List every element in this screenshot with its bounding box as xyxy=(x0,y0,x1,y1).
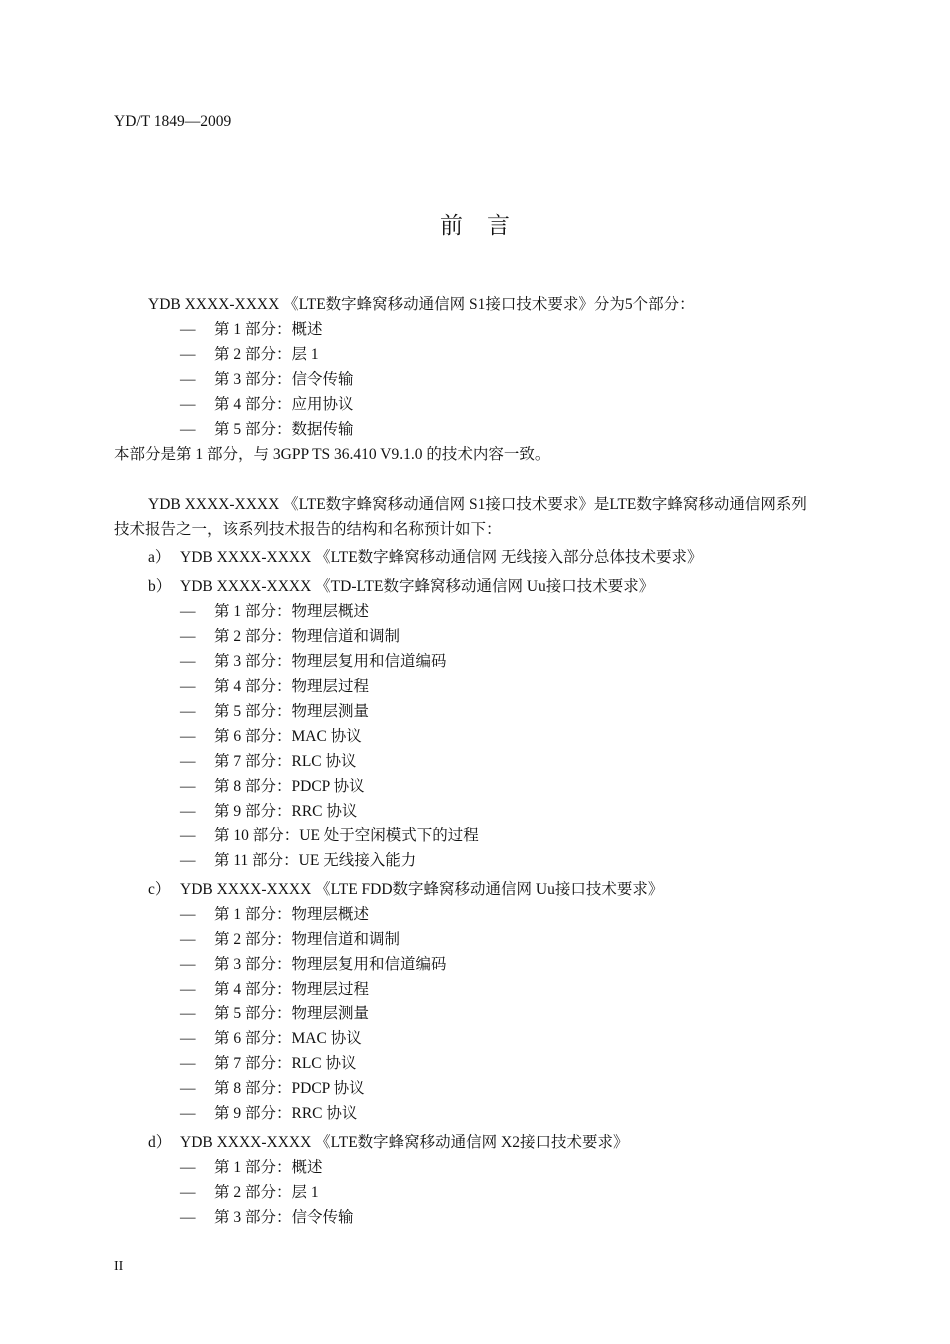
list-item-title: YDB XXXX-XXXX 《TD-LTE数字蜂窝移动通信网 Uu接口技术要求》 xyxy=(180,578,655,595)
sub-part-label: 第 2 部分：层 1 xyxy=(214,1184,319,1201)
list-item-d xyxy=(148,1133,629,1153)
sub-part-label: 第 4 部分：物理层过程 xyxy=(214,981,370,998)
dash-bullet: — xyxy=(180,603,196,620)
dash-bullet: — xyxy=(180,678,196,695)
sub-part-label: 第 8 部分：PDCP 协议 xyxy=(214,1080,365,1097)
dash-bullet: — xyxy=(180,728,196,745)
dash-bullet: — xyxy=(180,827,196,844)
document-code: YD/T 1849—2009 xyxy=(114,113,232,130)
sub-part-label: 第 9 部分：RRC 协议 xyxy=(214,1105,358,1122)
dash-bullet: — xyxy=(180,981,196,998)
dash-bullet: — xyxy=(180,852,196,869)
sub-part-label: 第 2 部分：物理信道和调制 xyxy=(214,628,401,645)
dash-bullet: — xyxy=(180,396,196,413)
list-item-b xyxy=(148,577,654,597)
sub-part-label: 第 3 部分：物理层复用和信道编码 xyxy=(214,653,447,670)
sub-part-item xyxy=(180,1029,362,1049)
list-item-title: YDB XXXX-XXXX 《LTE数字蜂窝移动通信网 无线接入部分总体技术要求》 xyxy=(180,549,703,566)
sub-part-item xyxy=(180,1079,365,1099)
sub-part-label: 第 3 部分：物理层复用和信道编码 xyxy=(214,956,447,973)
intro-part-label: 第 5 部分：数据传输 xyxy=(214,421,354,438)
sub-part-item xyxy=(180,777,365,797)
sub-part-item xyxy=(180,955,447,975)
list-marker: a） xyxy=(148,549,171,566)
list-item-title: YDB XXXX-XXXX 《LTE数字蜂窝移动通信网 X2接口技术要求》 xyxy=(180,1134,629,1151)
dash-bullet: — xyxy=(180,931,196,948)
dash-bullet: — xyxy=(180,778,196,795)
sub-part-item xyxy=(180,1104,357,1124)
dash-bullet: — xyxy=(180,803,196,820)
dash-bullet: — xyxy=(180,1005,196,1022)
intro-part-item xyxy=(180,420,354,440)
sub-part-item xyxy=(180,727,362,747)
sub-part-label: 第 6 部分：MAC 协议 xyxy=(214,728,362,745)
dash-bullet: — xyxy=(180,1055,196,1072)
intro-part-item xyxy=(180,320,323,340)
dash-bullet: — xyxy=(180,1030,196,1047)
dash-bullet: — xyxy=(180,653,196,670)
sub-part-item xyxy=(180,802,357,822)
dash-bullet: — xyxy=(180,1080,196,1097)
list-item-c xyxy=(148,880,663,900)
sub-part-item xyxy=(180,905,369,925)
sub-part-label: 第 7 部分：RLC 协议 xyxy=(214,1055,357,1072)
dash-bullet: — xyxy=(180,1209,196,1226)
sub-part-item xyxy=(180,602,369,622)
intro-part-label: 第 4 部分：应用协议 xyxy=(214,396,354,413)
dash-bullet: — xyxy=(180,628,196,645)
sub-part-item xyxy=(180,702,369,722)
list-marker: b） xyxy=(148,578,172,595)
sub-part-item xyxy=(180,980,369,1000)
intro-part-label: 第 2 部分：层 1 xyxy=(214,346,319,363)
sub-part-label: 第 7 部分：RLC 协议 xyxy=(214,753,357,770)
dash-bullet: — xyxy=(180,421,196,438)
sub-part-label: 第 8 部分：PDCP 协议 xyxy=(214,778,365,795)
intro-paragraph: YDB XXXX-XXXX 《LTE数字蜂窝移动通信网 S1接口技术要求》分为5个部分： xyxy=(148,296,695,313)
page-title: 前言 xyxy=(440,213,534,238)
sub-part-item xyxy=(180,1054,357,1074)
sub-part-label: 第 9 部分：RRC 协议 xyxy=(214,803,358,820)
sub-part-label: 第 10 部分：UE 处于空闲模式下的过程 xyxy=(214,827,479,844)
sub-part-label: 第 6 部分：MAC 协议 xyxy=(214,1030,362,1047)
dash-bullet: — xyxy=(180,346,196,363)
intro-part-item xyxy=(180,395,354,415)
sub-part-label: 第 11 部分：UE 无线接入能力 xyxy=(214,852,417,869)
sub-part-label: 第 5 部分：物理层测量 xyxy=(214,703,370,720)
sub-part-label: 第 5 部分：物理层测量 xyxy=(214,1005,370,1022)
sub-part-label: 第 1 部分：物理层概述 xyxy=(214,906,370,923)
dash-bullet: — xyxy=(180,703,196,720)
series-paragraph-line-1: YDB XXXX-XXXX 《LTE数字蜂窝移动通信网 S1接口技术要求》是LTE数字蜂窝移动通信网系列 xyxy=(148,496,807,513)
dash-bullet: — xyxy=(180,1159,196,1176)
sub-part-item xyxy=(180,1183,319,1203)
dash-bullet: — xyxy=(180,906,196,923)
sub-part-item xyxy=(180,826,479,846)
sub-part-label: 第 3 部分：信令传输 xyxy=(214,1209,354,1226)
list-marker: d） xyxy=(148,1134,172,1151)
intro-part-label: 第 3 部分：信令传输 xyxy=(214,371,354,388)
intro-part-label: 第 1 部分：概述 xyxy=(214,321,323,338)
list-item-title: YDB XXXX-XXXX 《LTE FDD数字蜂窝移动通信网 Uu接口技术要求》 xyxy=(180,881,664,898)
conformance-statement: 本部分是第 1 部分，与 3GPP TS 36.410 V9.1.0 的技术内容一致。 xyxy=(114,446,551,463)
page-number: II xyxy=(114,1259,124,1274)
dash-bullet: — xyxy=(180,321,196,338)
sub-part-item xyxy=(180,930,400,950)
dash-bullet: — xyxy=(180,956,196,973)
sub-part-item xyxy=(180,1208,354,1228)
sub-part-item xyxy=(180,652,447,672)
sub-part-item xyxy=(180,677,369,697)
dash-bullet: — xyxy=(180,1184,196,1201)
series-paragraph-line-2: 技术报告之一，该系列技术报告的结构和名称预计如下： xyxy=(114,521,502,538)
intro-part-item xyxy=(180,370,354,390)
list-item-a xyxy=(148,548,703,568)
dash-bullet: — xyxy=(180,753,196,770)
dash-bullet: — xyxy=(180,371,196,388)
sub-part-item xyxy=(180,752,357,772)
sub-part-item xyxy=(180,1004,369,1024)
sub-part-label: 第 4 部分：物理层过程 xyxy=(214,678,370,695)
sub-part-item xyxy=(180,851,416,871)
intro-part-item xyxy=(180,345,319,365)
list-marker: c） xyxy=(148,881,171,898)
sub-part-label: 第 2 部分：物理信道和调制 xyxy=(214,931,401,948)
sub-part-label: 第 1 部分：概述 xyxy=(214,1159,323,1176)
sub-part-label: 第 1 部分：物理层概述 xyxy=(214,603,370,620)
sub-part-item xyxy=(180,1158,323,1178)
sub-part-item xyxy=(180,627,400,647)
dash-bullet: — xyxy=(180,1105,196,1122)
